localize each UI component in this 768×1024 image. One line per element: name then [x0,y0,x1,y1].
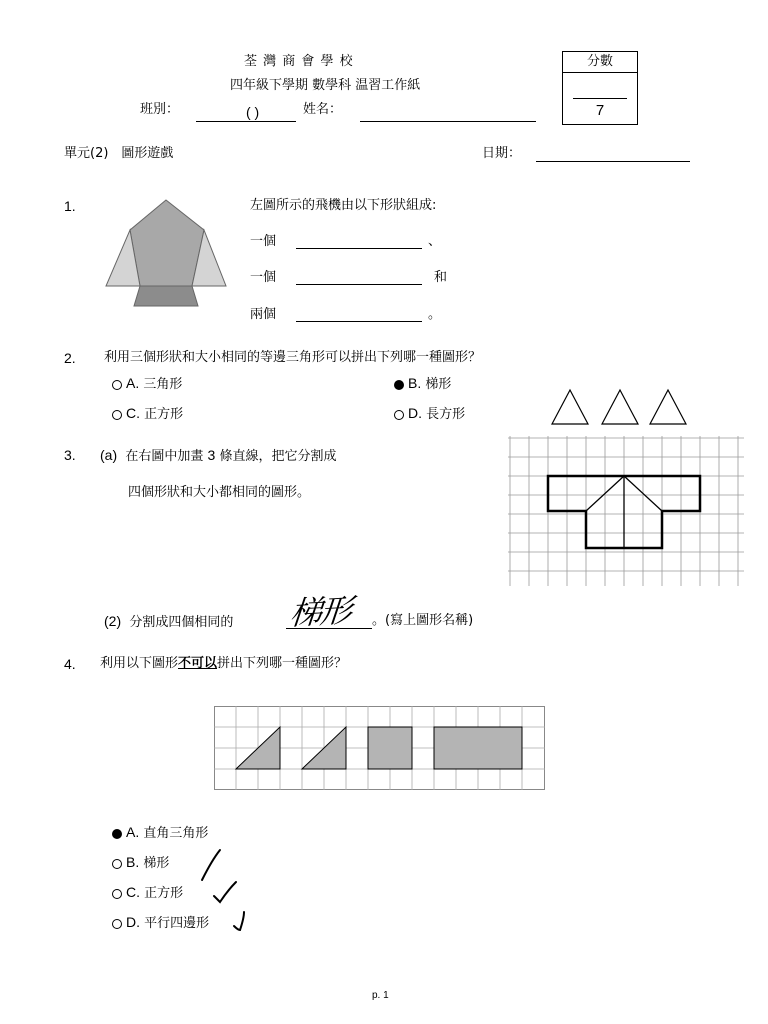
equilateral-triangle-2 [602,390,638,424]
square-shape [368,727,412,769]
q1-line1-suffix: 、 [428,234,442,249]
q4-option-d[interactable] [112,914,209,932]
date-label: 日期： [482,146,522,161]
pentagon-shape [130,200,204,286]
three-triangles-figure [548,388,694,428]
q1-number: 1. [64,198,76,214]
q3-part-a-label: (a) [100,447,118,463]
q1-line3-suffix: 。 [428,307,442,322]
q2-prompt: 利用三個形狀和大小相同的等邊三角形可以拼出下列哪一種圖形？ [104,350,482,365]
score-value: 7 [595,102,605,119]
q1-line2-answer[interactable] [296,284,422,285]
q1-line3-prefix: 兩個 [250,307,277,322]
q2-option-b[interactable] [394,375,451,393]
class-label: 班別： [140,102,180,117]
q3-part-a-line2: 四個形狀和大小都相同的圖形。 [128,485,311,500]
q4-option-a[interactable] [112,824,208,842]
q4-prompt-pre: 利用以下圖形 [100,656,179,671]
q1-line2-suffix: 和 [434,270,448,285]
q2-radio-d[interactable] [394,410,404,420]
q4-number: 4. [64,656,76,672]
q4-option-c-key: C. [126,884,140,900]
airplane-figure [100,196,240,308]
q1-prompt: 左圖所示的飛機由以下形狀組成: [250,198,437,213]
student-division-lines [586,476,662,548]
q2-option-b-key: B. [408,375,422,391]
unit-title: 單元(2) 圖形遊戲 [64,146,174,161]
school-name: 荃 灣 商 會 學 校 [244,54,354,69]
q2-radio-b-selected[interactable] [394,380,404,390]
name-label: 姓名： [303,102,343,117]
q4-option-d-text: 平行四邊形 [144,916,210,931]
q3-grid-figure [508,436,744,586]
q4-prompt-post: 拼出下列哪一種圖形？ [217,656,348,671]
q1-line3-answer[interactable] [296,321,422,322]
q4-option-c[interactable] [112,884,183,902]
q4-radio-a-selected[interactable] [112,829,122,839]
q2-option-c-key: C. [126,405,140,421]
q4-prompt-bold: 不可以 [178,656,218,671]
q4-prompt [100,656,347,672]
tick-mark-c [214,882,236,902]
q2-option-d-text: 長方形 [426,407,466,422]
q2-option-b-text: 梯形 [425,377,452,392]
q4-radio-b[interactable] [112,859,122,869]
q4-option-b-key: B. [126,854,140,870]
q4-radio-c[interactable] [112,889,122,899]
q4-option-a-key: A. [126,824,140,840]
q3-number: 3. [64,447,76,463]
equilateral-triangle-3 [650,390,686,424]
q2-option-d-key: D. [408,405,422,421]
q1-line1-prefix: 一個 [250,234,277,249]
q4-option-b[interactable] [112,854,169,872]
q2-option-a-text: 三角形 [143,377,183,392]
q2-option-a[interactable] [112,375,182,393]
q4-radio-d[interactable] [112,919,122,929]
tail-trapezium [134,286,198,306]
q3-part-b-suffix: 。(寫上圖形名稱) [372,613,474,628]
date-field[interactable] [536,161,690,162]
q1-line1-answer[interactable] [296,248,422,249]
q2-radio-c[interactable] [112,410,122,420]
score-box [562,51,638,125]
page-number: p. 1 [372,990,389,1001]
q3-part-b-label: (2) [104,613,122,629]
class-number-paren: ( ) [246,104,260,120]
q2-option-c[interactable] [112,405,183,423]
q4-option-a-text: 直角三角形 [143,826,209,841]
score-divider [573,98,627,99]
q2-option-a-key: A. [126,375,140,391]
q3-part-a [100,447,337,465]
q4-option-b-text: 梯形 [143,856,170,871]
tick-mark-b [202,850,220,880]
equilateral-triangle-1 [552,390,588,424]
q3-part-a-text2: 條直線，把它分割成 [219,449,337,464]
q4-grid-figure [214,706,546,790]
score-label: 分數 [563,52,637,73]
name-field[interactable] [360,121,536,122]
worksheet-subtitle: 四年級下學期 數學科 温習工作紙 [230,78,421,93]
q3-part-a-text: 在右圖中加畫 [125,449,204,464]
q3-part-b [104,613,233,631]
q2-option-d[interactable] [394,405,465,423]
handwritten-ticks [196,846,266,936]
tick-mark-d [234,912,244,930]
q4-option-d-key: D. [126,914,140,930]
q2-number: 2. [64,350,76,366]
handwritten-answer: 梯形 [288,591,352,633]
rectangle-shape [434,727,522,769]
q4-option-c-text: 正方形 [144,886,184,901]
q3-part-b-text: 分割成四個相同的 [129,615,234,630]
q2-radio-a[interactable] [112,380,122,390]
q2-option-c-text: 正方形 [144,407,184,422]
q1-line2-prefix: 一個 [250,270,277,285]
class-field[interactable] [196,121,296,122]
q3-part-a-number: 3 [207,447,216,463]
